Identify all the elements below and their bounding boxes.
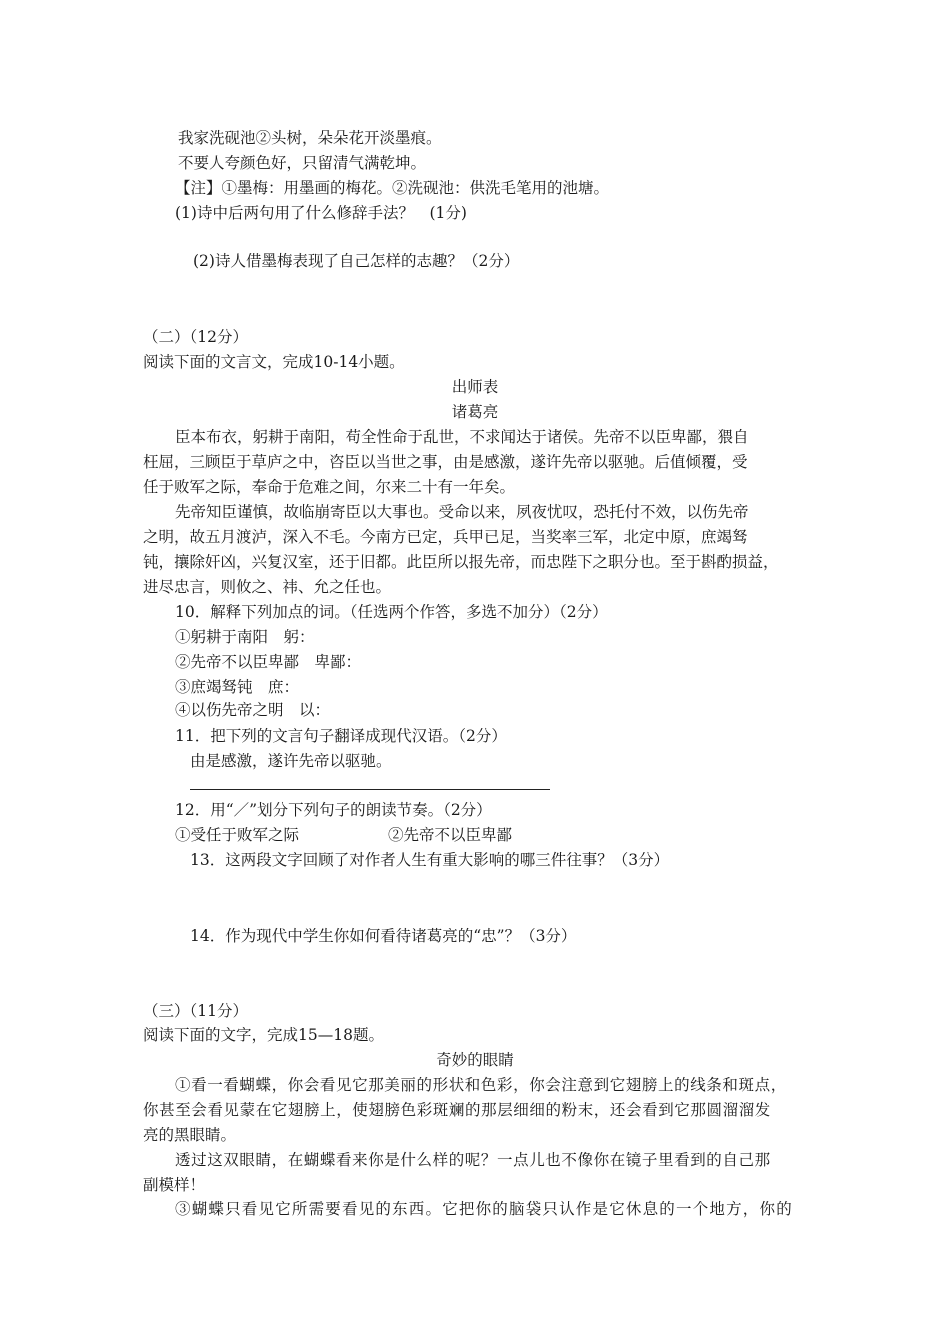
paragraph-line: 你甚至会看见蒙在它翅膀上，使翅膀色彩斑斓的那层细细的粉末，还会看到它那圆溜溜发 <box>143 1101 771 1119</box>
section-instruction: 阅读下面的文言文，完成10-14小题。 <box>143 353 405 371</box>
text-author: 诸葛亮 <box>451 403 499 421</box>
question-item: ②先帝不以臣卑鄙 卑鄙： <box>175 653 362 671</box>
question-13: 13．这两段文字回顾了对作者人生有重大影响的哪三件往事？（3分） <box>190 851 670 869</box>
text-title: 奇妙的眼睛 <box>436 1051 514 1069</box>
question-item: ①躬耕于南阳 躬： <box>175 628 315 646</box>
poem-note: 【注】①墨梅：用墨画的梅花。②洗砚池：供洗毛笔用的池塘。 <box>175 179 610 197</box>
text-title: 出师表 <box>451 378 499 396</box>
paragraph-line: 先帝知臣谨慎，故临崩寄臣以大事也。受命以来，夙夜忧叹，恐托付不效，以伤先帝 <box>175 503 749 521</box>
section-header: （三）（11分） <box>143 1002 248 1020</box>
paragraph-line: 亮的黑眼睛。 <box>143 1126 237 1144</box>
question-item: ③庶竭驽钝 庶： <box>175 678 300 696</box>
question-1: (1)诗中后两句用了什么修辞手法？ (1分) <box>175 204 467 222</box>
answer-line <box>190 789 550 790</box>
paragraph-line: ①看一看蝴蝶，你会看见它那美丽的形状和色彩，你会注意到它翅膀上的线条和斑点， <box>175 1076 787 1094</box>
paragraph-line: 任于败军之际，奉命于危难之间，尔来二十有一年矣。 <box>143 478 516 496</box>
question-item: ①受任于败军之际 <box>175 826 300 844</box>
paragraph-line: 透过这双眼睛，在蝴蝶看来你是什么样的呢？一点儿也不像你在镜子里看到的自己那 <box>175 1151 771 1169</box>
paragraph-line: 进尽忠言，则攸之、祎、允之任也。 <box>143 578 392 596</box>
paragraph-line: 钝，攘除奸凶，兴复汉室，还于旧都。此臣所以报先帝，而忠陛下之职分也。至于斟酌损益， <box>143 553 779 571</box>
question-12: 12．用“／”划分下列句子的朗读节奏。（2分） <box>175 801 492 819</box>
paragraph-line: 副模样！ <box>143 1176 206 1194</box>
question-14: 14．作为现代中学生你如何看待诸葛亮的“忠”？（3分） <box>190 927 577 945</box>
section-instruction: 阅读下面的文字，完成15—18题。 <box>143 1026 384 1044</box>
question-10: 10．解释下列加点的词。（任选两个作答，多选不加分）（2分） <box>175 603 608 621</box>
section-header: （二）（12分） <box>143 328 248 346</box>
question-11: 11．把下列的文言句子翻译成现代汉语。（2分） <box>175 727 507 745</box>
paragraph-line: 枉屈，三顾臣于草庐之中，咨臣以当世之事，由是感激，遂许先帝以驱驰。后值倾覆，受 <box>143 453 748 471</box>
paragraph-line: ③蝴蝶只看见它所需要看见的东西。它把你的脑袋只认作是它休息的一个地方，你的 <box>175 1200 793 1218</box>
paragraph-line: 臣本布衣，躬耕于南阳，苟全性命于乱世，不求闻达于诸侯。先帝不以臣卑鄙，猥自 <box>175 428 749 446</box>
question-item: ②先帝不以臣卑鄙 <box>388 826 513 844</box>
poem-line: 我家洗砚池②头树，朵朵花开淡墨痕。 <box>178 129 442 147</box>
question-item: ④以伤先帝之明 以： <box>175 701 331 719</box>
poem-line: 不要人夸颜色好，只留清气满乾坤。 <box>178 154 427 172</box>
translation-sentence: 由是感激，遂许先帝以驱驰。 <box>190 752 392 770</box>
question-2: (2)诗人借墨梅表现了自己怎样的志趣？（2分） <box>193 252 520 270</box>
paragraph-line: 之明，故五月渡泸，深入不毛。今南方已定，兵甲已足，当奖率三军，北定中原，庶竭驽 <box>143 528 748 546</box>
